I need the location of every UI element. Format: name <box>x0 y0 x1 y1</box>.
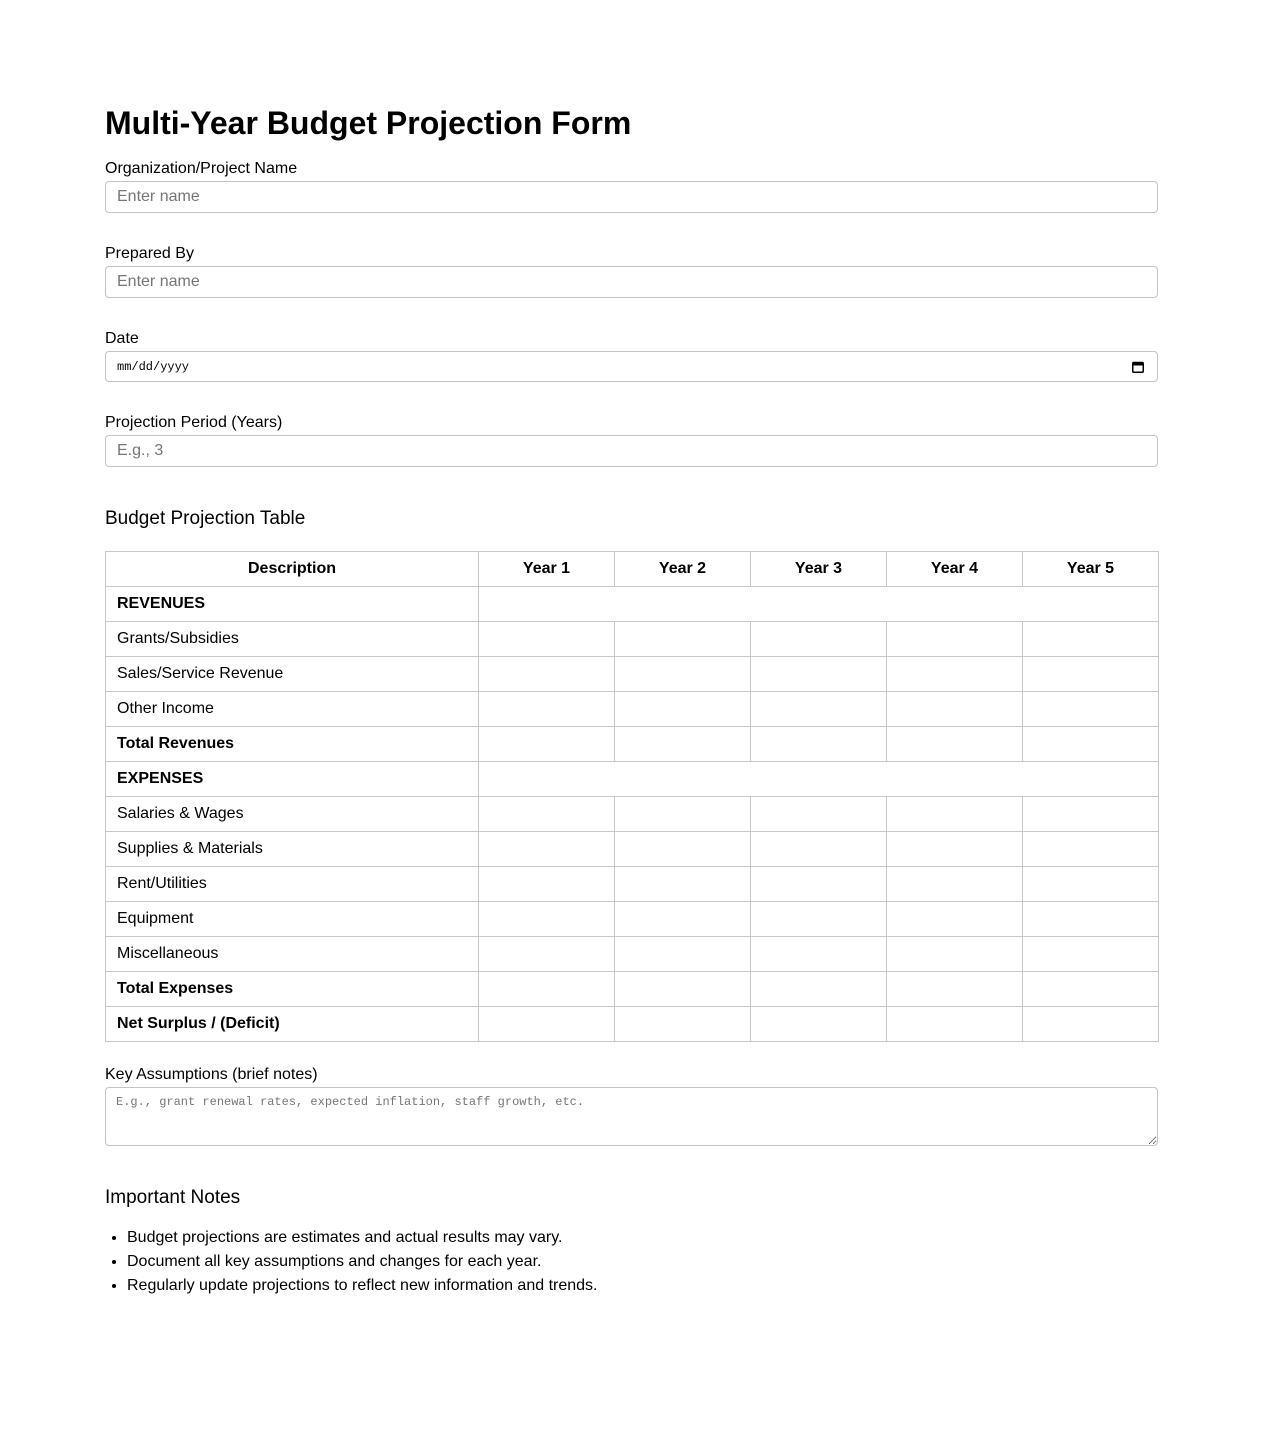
row-description: Miscellaneous <box>106 937 479 972</box>
year-1-cell[interactable] <box>479 902 615 937</box>
year-1-cell[interactable] <box>479 832 615 867</box>
year-4-cell[interactable] <box>887 832 1023 867</box>
year-5-cell[interactable] <box>1023 1007 1159 1042</box>
year-5-cell[interactable] <box>1023 797 1159 832</box>
year-2-cell[interactable] <box>615 692 751 727</box>
organization-label: Organization/Project Name <box>105 160 298 177</box>
note-item: • Budget projections are estimates and actual results may vary. <box>127 1226 1158 1250</box>
year-3-cell[interactable] <box>751 657 887 692</box>
year-1-cell[interactable] <box>479 1007 615 1042</box>
section-spacer-cell <box>479 587 1159 622</box>
prepared-by-label: Prepared By <box>105 245 194 262</box>
note-item: • Regularly update projections to reflect new information and trends. <box>127 1274 1158 1298</box>
section-spacer-cell <box>479 762 1159 797</box>
row-description: REVENUES <box>106 587 479 622</box>
row-description: Supplies & Materials <box>106 832 479 867</box>
year-1-cell[interactable] <box>479 867 615 902</box>
table-row <box>106 937 1159 972</box>
row-description: Total Revenues <box>106 727 479 762</box>
year-1-cell[interactable] <box>479 692 615 727</box>
year-5-cell[interactable] <box>1023 972 1159 1007</box>
year-4-cell[interactable] <box>887 972 1023 1007</box>
row-description: Rent/Utilities <box>106 867 479 902</box>
budget-table <box>105 551 1159 1042</box>
year-5-cell[interactable] <box>1023 657 1159 692</box>
year-1-cell[interactable] <box>479 622 615 657</box>
date-label: Date <box>105 330 139 347</box>
column-header-description: Description <box>106 552 479 587</box>
date-placeholder: mm/dd/yyyy <box>117 360 190 374</box>
row-description: Net Surplus / (Deficit) <box>106 1007 479 1042</box>
year-3-cell[interactable] <box>751 937 887 972</box>
year-3-cell[interactable] <box>751 902 887 937</box>
row-description: Equipment <box>106 902 479 937</box>
projection-period-label: Projection Period (Years) <box>105 414 283 431</box>
total-row <box>106 972 1159 1007</box>
organization-input[interactable] <box>105 181 1158 213</box>
year-2-cell[interactable] <box>615 832 751 867</box>
table-row <box>106 832 1159 867</box>
year-4-cell[interactable] <box>887 727 1023 762</box>
table-heading: Budget Projection Table <box>105 508 306 529</box>
table-row <box>106 692 1159 727</box>
year-3-cell[interactable] <box>751 972 887 1007</box>
year-3-cell[interactable] <box>751 832 887 867</box>
year-5-cell[interactable] <box>1023 867 1159 902</box>
year-4-cell[interactable] <box>887 867 1023 902</box>
table-row <box>106 867 1159 902</box>
year-2-cell[interactable] <box>615 867 751 902</box>
year-1-cell[interactable] <box>479 797 615 832</box>
assumptions-label: Key Assumptions (brief notes) <box>105 1066 318 1083</box>
year-3-cell[interactable] <box>751 797 887 832</box>
year-4-cell[interactable] <box>887 797 1023 832</box>
year-3-cell[interactable] <box>751 727 887 762</box>
year-5-cell[interactable] <box>1023 622 1159 657</box>
year-5-cell[interactable] <box>1023 832 1159 867</box>
projection-period-input[interactable] <box>105 435 1158 467</box>
notes-heading: Important Notes <box>105 1187 241 1208</box>
column-header-year-4: Year 4 <box>887 552 1023 587</box>
year-4-cell[interactable] <box>887 902 1023 937</box>
column-header-year-3: Year 3 <box>751 552 887 587</box>
year-1-cell[interactable] <box>479 972 615 1007</box>
section-row <box>106 587 1159 622</box>
year-5-cell[interactable] <box>1023 727 1159 762</box>
prepared-by-input[interactable] <box>105 266 1158 298</box>
year-4-cell[interactable] <box>887 657 1023 692</box>
year-5-cell[interactable] <box>1023 692 1159 727</box>
table-row <box>106 902 1159 937</box>
row-description: Sales/Service Revenue <box>106 657 479 692</box>
table-row <box>106 657 1159 692</box>
row-description: Grants/Subsidies <box>106 622 479 657</box>
year-5-cell[interactable] <box>1023 937 1159 972</box>
assumptions-textarea[interactable] <box>105 1087 1158 1146</box>
column-header-year-5: Year 5 <box>1023 552 1159 587</box>
year-3-cell[interactable] <box>751 692 887 727</box>
table-row <box>106 622 1159 657</box>
year-2-cell[interactable] <box>615 937 751 972</box>
total-row <box>106 1007 1159 1042</box>
year-4-cell[interactable] <box>887 692 1023 727</box>
year-2-cell[interactable] <box>615 797 751 832</box>
table-header-row <box>106 552 1159 587</box>
year-1-cell[interactable] <box>479 657 615 692</box>
year-2-cell[interactable] <box>615 622 751 657</box>
row-description: EXPENSES <box>106 762 479 797</box>
calendar-icon[interactable] <box>1132 361 1144 373</box>
note-item: • Document all key assumptions and changes for each year. <box>127 1250 1158 1274</box>
year-4-cell[interactable] <box>887 622 1023 657</box>
section-row <box>106 762 1159 797</box>
year-3-cell[interactable] <box>751 867 887 902</box>
year-3-cell[interactable] <box>751 622 887 657</box>
column-header-year-2: Year 2 <box>615 552 751 587</box>
notes-list <box>105 1226 1158 1298</box>
year-2-cell[interactable] <box>615 727 751 762</box>
year-4-cell[interactable] <box>887 1007 1023 1042</box>
year-2-cell[interactable] <box>615 657 751 692</box>
year-3-cell[interactable] <box>751 1007 887 1042</box>
year-4-cell[interactable] <box>887 937 1023 972</box>
page-title: Multi-Year Budget Projection Form <box>105 105 632 141</box>
year-1-cell[interactable] <box>479 937 615 972</box>
column-header-year-1: Year 1 <box>479 552 615 587</box>
year-2-cell[interactable] <box>615 972 751 1007</box>
total-row <box>106 727 1159 762</box>
year-2-cell[interactable] <box>615 902 751 937</box>
date-input[interactable] <box>105 351 1158 382</box>
table-row <box>106 797 1159 832</box>
row-description: Other Income <box>106 692 479 727</box>
year-1-cell[interactable] <box>479 727 615 762</box>
row-description: Salaries & Wages <box>106 797 479 832</box>
row-description: Total Expenses <box>106 972 479 1007</box>
year-5-cell[interactable] <box>1023 902 1159 937</box>
year-2-cell[interactable] <box>615 1007 751 1042</box>
